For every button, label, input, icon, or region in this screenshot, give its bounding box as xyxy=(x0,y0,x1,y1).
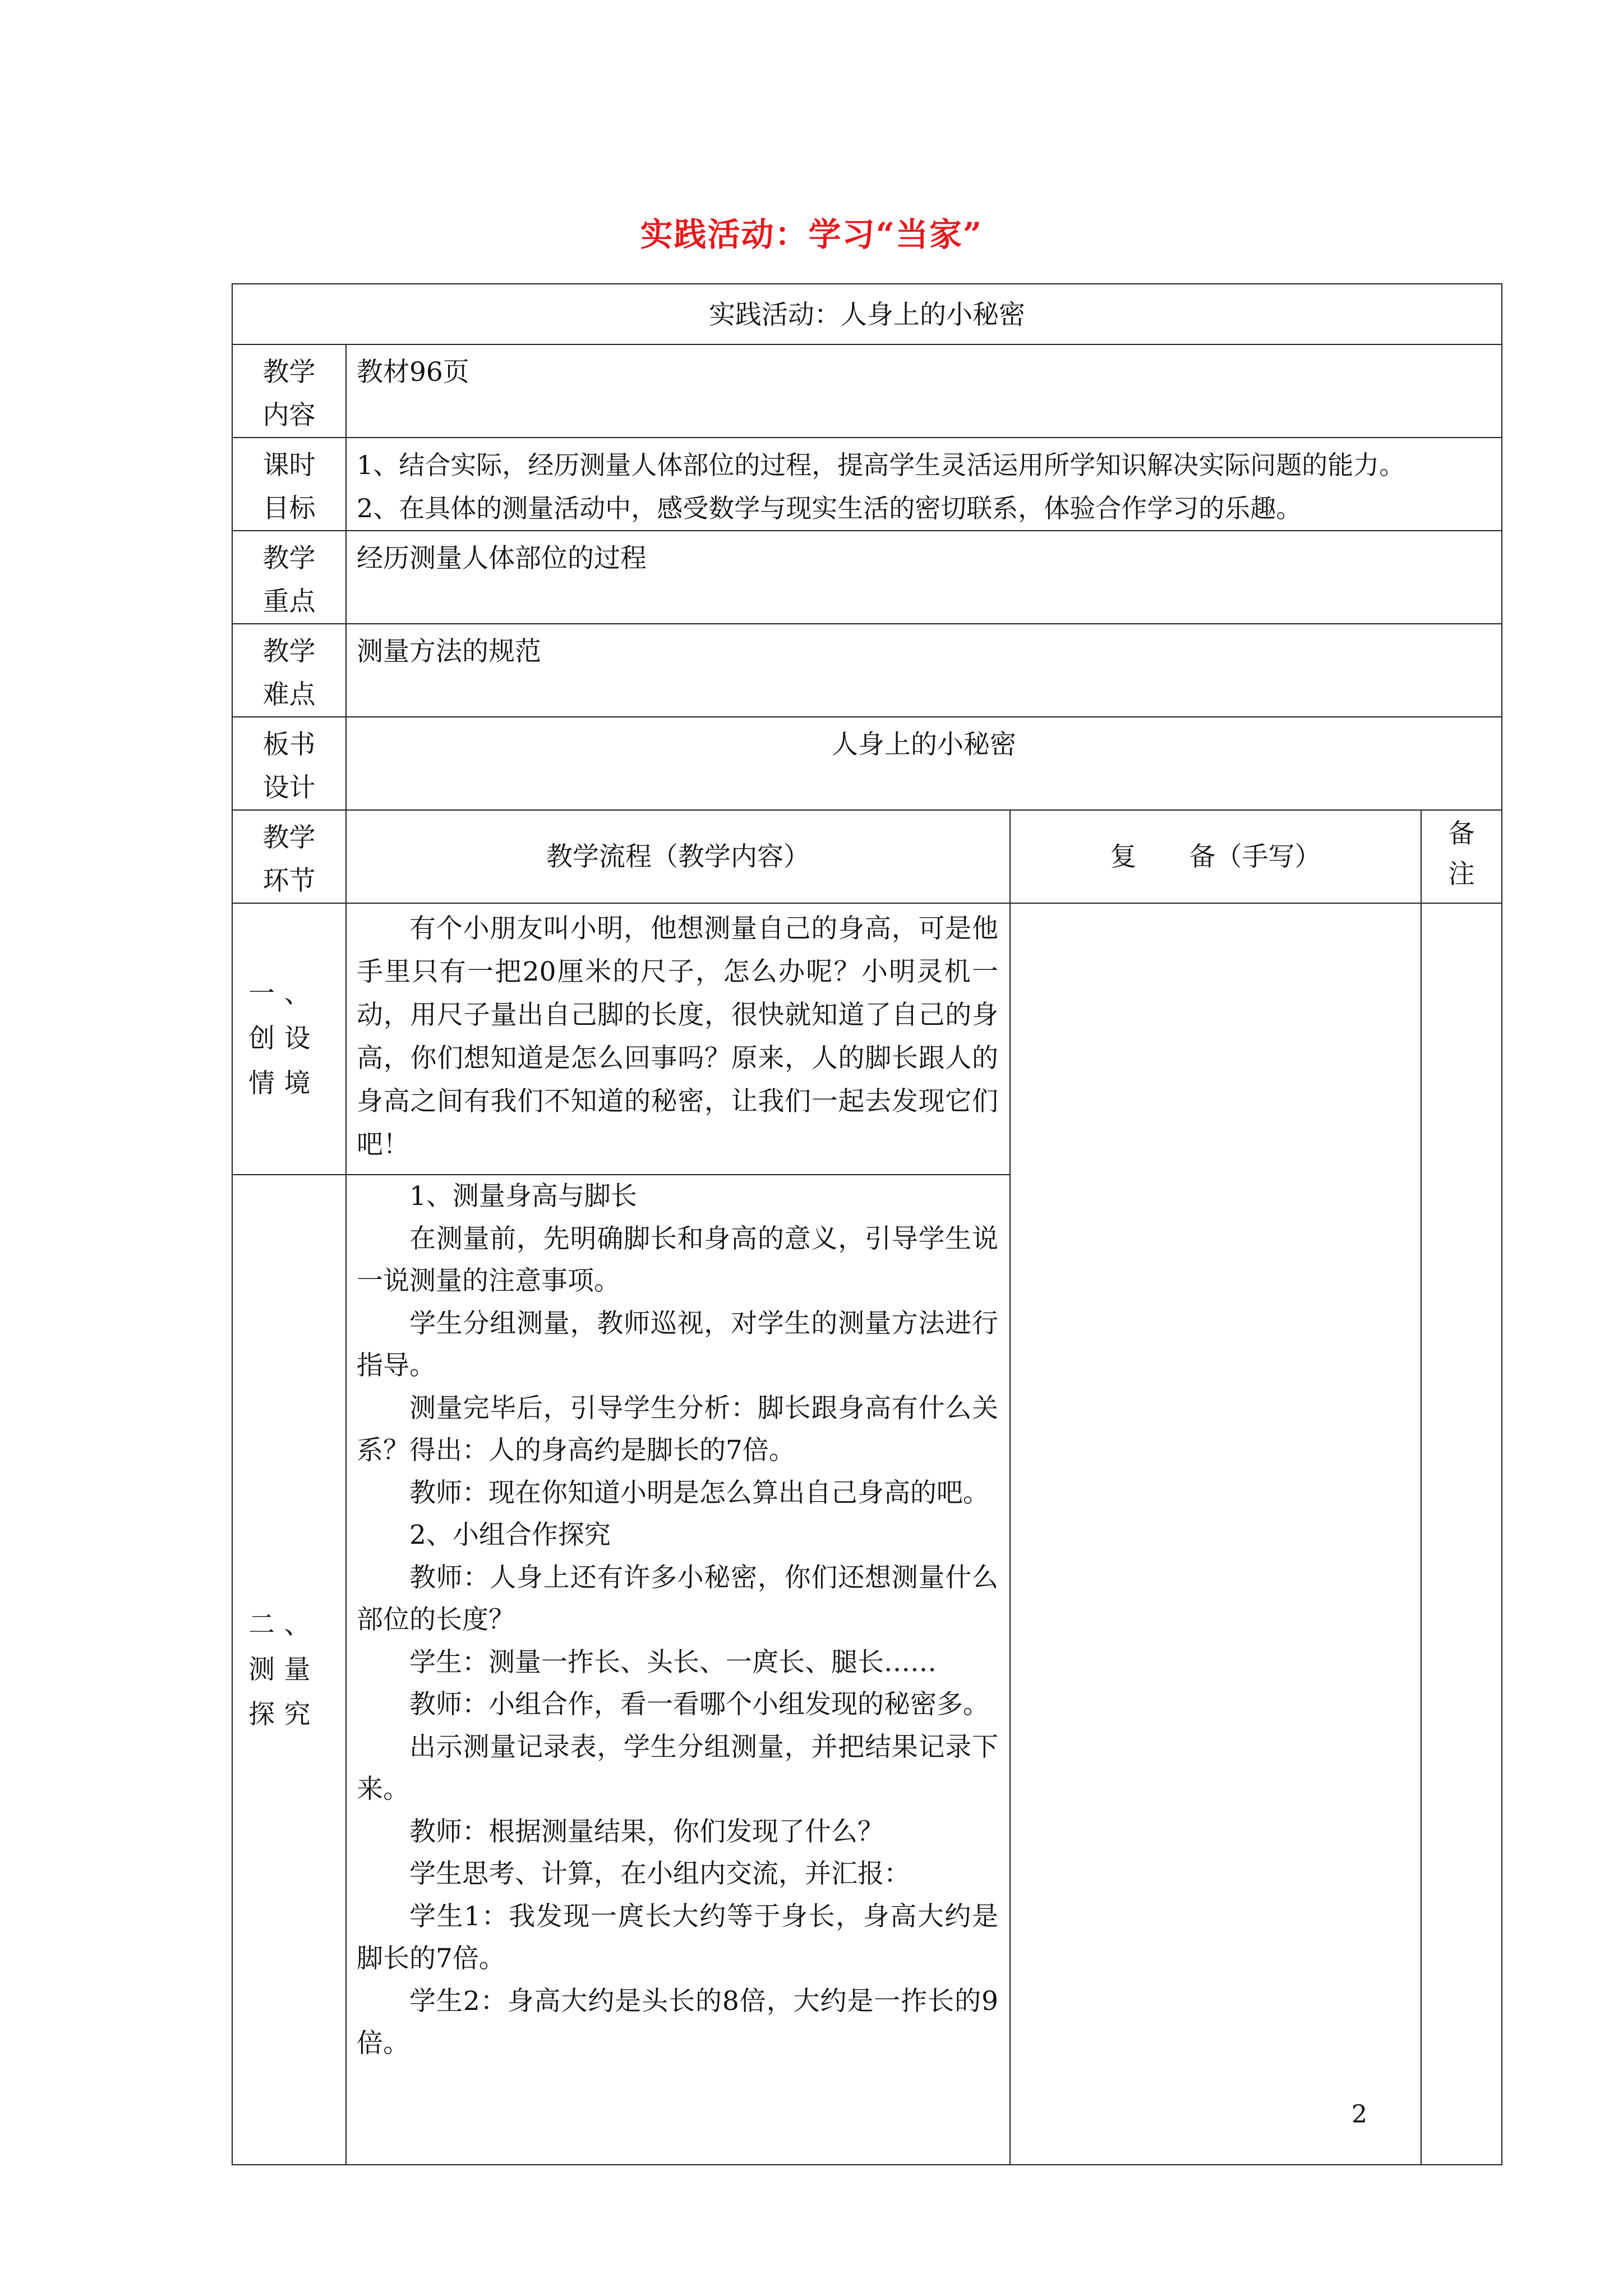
col-header-prep: 复 备（手写） xyxy=(1010,810,1421,903)
paragraph: 教师：现在你知道小明是怎么算出自己身高的吧。 xyxy=(409,1477,989,1508)
paragraph: 教师：人身上还有许多小秘密，你们还想测量什么部位的长度？ xyxy=(357,1562,998,1635)
row-label: 板书设计 xyxy=(232,717,346,810)
notes-cell xyxy=(1421,903,1502,2165)
lesson-plan-table xyxy=(232,283,1502,2165)
paragraph: 学生分组测量，教师巡视，对学生的测量方法进行指导。 xyxy=(357,1308,998,1381)
stage-label: 一、创设 情境 xyxy=(232,903,346,1175)
table-header: 实践活动：人身上的小秘密 xyxy=(232,284,1502,344)
content-line: 2、在具体的测量活动中，感受数学与现实生活的密切联系，体验合作学习的乐趣。 xyxy=(357,493,1302,523)
table-row xyxy=(232,344,1502,438)
row-label: 课时目标 xyxy=(232,438,346,531)
paragraph: 教师：根据测量结果，你们发现了什么？ xyxy=(409,1816,884,1847)
board-design: 人身上的小秘密 xyxy=(346,717,1502,810)
row-label: 教学难点 xyxy=(232,624,346,717)
stage-label: 二、测量 探究 xyxy=(232,1175,346,2165)
stage-row xyxy=(232,903,1502,1175)
row-content xyxy=(346,624,1502,717)
content-line: 1、结合实际，经历测量人体部位的过程，提高学生灵活运用所学知识解决实际问题的能力。 xyxy=(357,450,1405,480)
paragraph: 学生：测量一拃长、头长、一庹长、腿长…… xyxy=(409,1646,937,1678)
content-line: 教材96页 xyxy=(357,357,469,388)
row-content xyxy=(346,344,1502,438)
paragraph: 教师：小组合作，看一看哪个小组发现的秘密多。 xyxy=(409,1689,989,1720)
col-header-flow: 教学流程（教学内容） xyxy=(346,810,1010,903)
paragraph: 学生思考、计算，在小组内交流，并汇报： xyxy=(409,1858,910,1889)
paragraph: 有个小朋友叫小明，他想测量自己的身高，可是他手里只有一把20厘米的尺子，怎么办呢？小明灵机一动，用尺子量出自己脚的长度，很快就知道了自己的身高，你们想知道是怎么回事吗？原来，人的脚长跟人的身高之间有我们不知道的秘密，让我们一起去发现它们吧！ xyxy=(357,913,998,1160)
stage-content xyxy=(346,1175,1010,2165)
table-header-row xyxy=(232,284,1502,344)
content-line: 测量方法的规范 xyxy=(357,636,541,667)
table-row xyxy=(232,438,1502,531)
paragraph: 学生1：我发现一庹长大约等于身长，身高大约是脚长的7倍。 xyxy=(357,1901,998,1974)
paragraph: 学生2：身高大约是头长的8倍，大约是一拃长的9倍。 xyxy=(357,1985,998,2059)
paragraph: 1、测量身高与脚长 xyxy=(409,1181,637,1212)
content-line: 经历测量人体部位的过程 xyxy=(357,543,647,574)
column-header-row xyxy=(232,810,1502,903)
paragraph: 测量完毕后，引导学生分析：脚长跟身高有什么关系？得出：人的身高约是脚长的7倍。 xyxy=(357,1392,998,1466)
row-content xyxy=(346,438,1502,531)
table-row xyxy=(232,531,1502,624)
row-label: 教学内容 xyxy=(232,344,346,438)
col-header-notes: 备注 xyxy=(1421,810,1502,903)
paragraph: 2、小组合作探究 xyxy=(409,1520,611,1550)
table-row xyxy=(232,624,1502,717)
prep-cell xyxy=(1010,903,1421,2165)
stage-content xyxy=(346,903,1010,1175)
paragraph: 出示测量记录表，学生分组测量，并把结果记录下来。 xyxy=(357,1731,998,1805)
page-number: 2 xyxy=(1352,2100,1367,2129)
row-label: 教学重点 xyxy=(232,531,346,624)
paragraph: 在测量前，先明确脚长和身高的意义，引导学生说一说测量的注意事项。 xyxy=(357,1223,998,1296)
col-header-stage: 教学环节 xyxy=(232,810,346,903)
document-title: 实践活动：学习“当家” xyxy=(640,215,983,254)
row-content xyxy=(346,531,1502,624)
table-row xyxy=(232,717,1502,810)
